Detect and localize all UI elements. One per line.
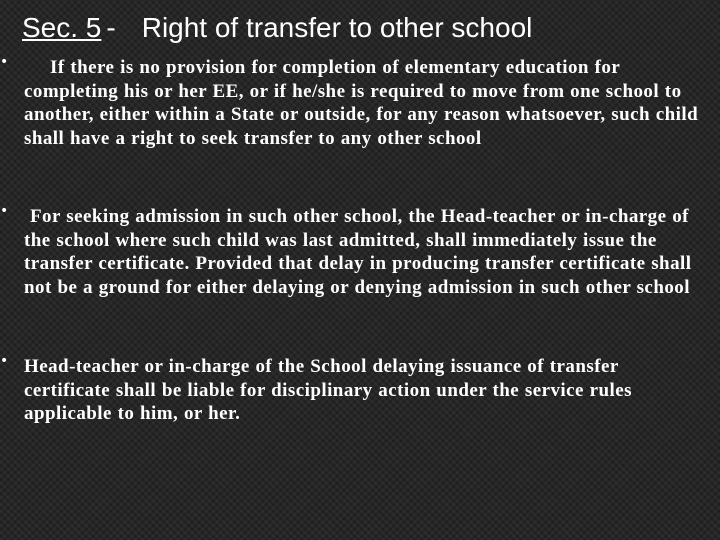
bullet-marker: •	[0, 203, 9, 219]
bullet-text: If there is no provision for completion of elementary education for completing his or her EE, or if he/she is required to move from one school to another, either within a State or outside, for any reason whatsoever, such child shall have a right to seek transfer to any other school	[24, 57, 699, 149]
bullet-text: For seeking admission in such other school, the Head-teacher or in-charge of the school where such child was last admitted, shall immediately issue the transfer certificate. Provided that delay in producing transfer certificate shall not be a ground for either delaying or denying admission in such other school	[24, 206, 692, 298]
slide-title	[22, 12, 702, 44]
section-dash: -	[106, 12, 116, 43]
bullet-marker: •	[0, 353, 9, 369]
title-text: Right of transfer to other school	[141, 12, 533, 43]
section-number: Sec. 5	[22, 12, 102, 43]
bullet-text: Head-teacher or in-charge of the School delaying issuance of transfer certificate shall be liable for disciplinary action under the service rules applicable to him, or her.	[24, 356, 632, 424]
bullet-marker: •	[0, 54, 9, 70]
